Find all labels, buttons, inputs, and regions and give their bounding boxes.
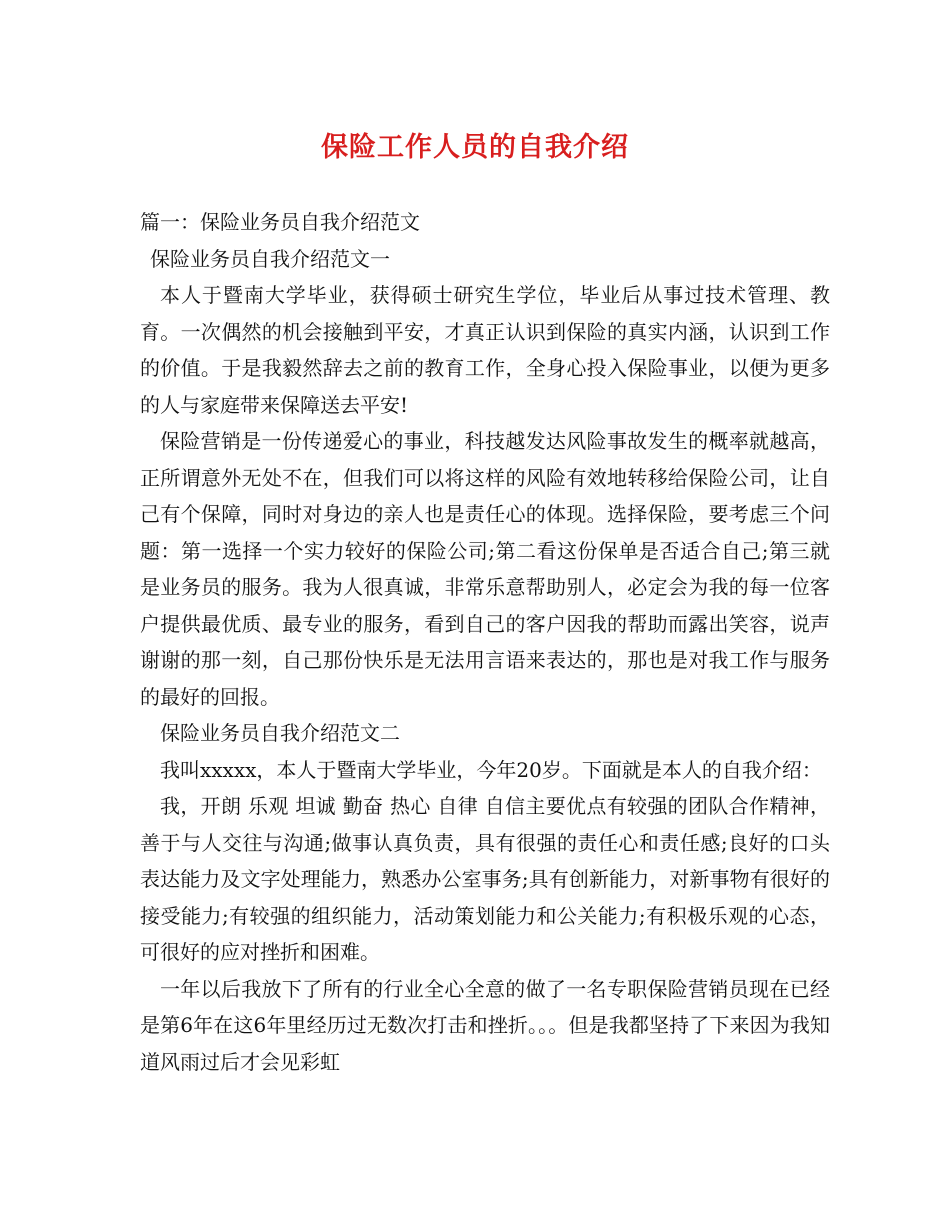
paragraph-intro-education: 本人于暨南大学毕业，获得硕士研究生学位，毕业后从事过技术管理、教育。一次偶然的机会接触到平安，才真正认识到保险的真实内涵，认识到工作的价值。于是我毅然辞去之前的教育工作，全身心投入保险事业，以便为更多的人与家庭带来保障送去平安!	[140, 283, 830, 417]
paragraph-self-intro: 我叫xxxxx，本人于暨南大学毕业，今年20岁。下面就是本人的自我介绍：	[160, 757, 822, 782]
paragraph-insurance-marketing: 保险营销是一份传递爱心的事业，科技越发达风险事故发生的概率就越高，正所谓意外无处不在，但我们可以将这样的风险有效地转移给保险公司，让自己有个保障，同时对身边的亲人也是责任心的体现。选择保险，要考虑三个问题：第一选择一个实力较好的保险公司;第二看这份保单是否适合自己;第三就是业务员的服务。我为人很真诚，非常乐意帮助别人，必定会为我的每一位客户提供最优质、最专业的服务，看到自己的客户因我的帮助而露出笑容，说声谢谢的那一刻，自己那份快乐是无法用言语来表达的，那也是对我工作与服务的最好的回报。	[140, 429, 830, 709]
sub-heading-sample-1: 保险业务员自我介绍范文一	[150, 246, 390, 271]
section-heading: 篇一：保险业务员自我介绍范文	[140, 210, 420, 234]
document-body	[140, 204, 830, 1080]
paragraph-career-years: 一年以后我放下了所有的行业全心全意的做了一名专职保险营销员现在已经是第6年在这6年里经历过无数次打击和挫折。。。但是我都坚持了下来因为我知道风雨过后才会见彩虹	[140, 976, 830, 1074]
document-title: 保险工作人员的自我介绍	[321, 132, 629, 163]
paragraph-strengths: 我，开朗 乐观 坦诚 勤奋 热心 自律 自信主要优点有较强的团队合作精神，善于与人交往与沟通;做事认真负责，具有很强的责任心和责任感;良好的口头表达能力及文字处理能力，熟悉办公室事务;具有创新能力，对新事物有很好的接受能力;有较强的组织能力，活动策划能力和公关能力;有积极乐观的心态，可很好的应对挫折和困难。	[140, 794, 830, 964]
sub-heading-sample-2: 保险业务员自我介绍范文二	[160, 721, 400, 745]
